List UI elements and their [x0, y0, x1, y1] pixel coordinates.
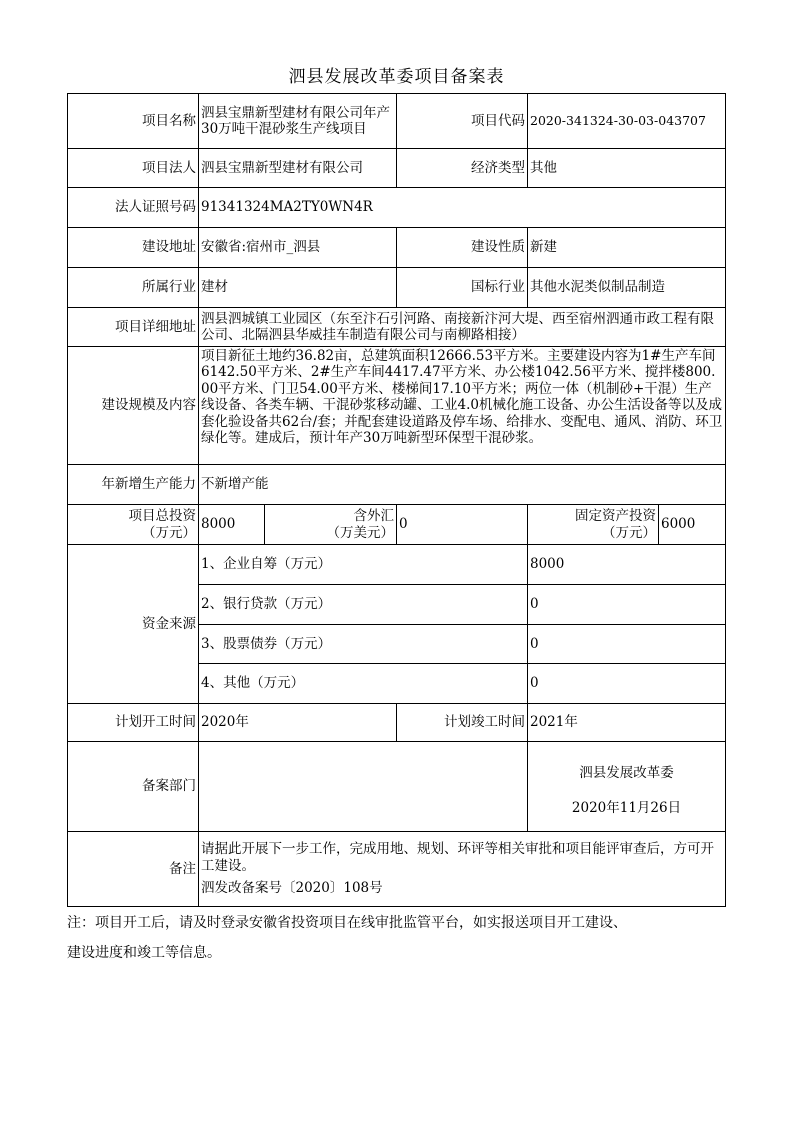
license-label: 法人证照号码 [68, 188, 199, 228]
project-name-label: 项目名称 [68, 94, 199, 149]
project-name-value: 泗县宝鼎新型建材有限公司年产30万吨干混砂浆生产线项目 [199, 94, 397, 149]
funding-item-value: 8000 [528, 545, 726, 585]
capacity-value: 不新增产能 [199, 465, 726, 505]
row-industry [68, 268, 726, 308]
row-project-name [68, 94, 726, 149]
funding-item-value: 0 [528, 625, 726, 664]
forex-label-line1: 含外汇 [353, 508, 394, 525]
row-scale [68, 347, 726, 465]
footer-note-line1: 注：项目开工后，请及时登录安徽省投资项目在线审批监管平台，如实报送项目开工建设、 [67, 915, 627, 931]
page-title: 泗县发展改革委项目备案表 [288, 67, 505, 87]
fixed-investment-label [528, 505, 659, 545]
fixed-investment-label-line1: 固定资产投资 [575, 508, 656, 525]
fixed-investment-label-line2: （万元） [602, 524, 656, 541]
detail-address-value: 泗县泗城镇工业园区（东至汴石引河路、南接新汴河大堤、西至宿州泗通市政工程有限公司、北隔泗县华威挂车制造有限公司与南柳路相接） [199, 308, 726, 347]
remark-text: 请据此开展下一步工作，完成用地、规划、环评等相关审批和项目能评审查后，方可开工建设。 [201, 841, 714, 874]
funding-item-label: 3、股票债券（万元） [199, 625, 528, 664]
total-investment-label-line1: 项目总投资 [128, 508, 196, 525]
funding-item-label: 4、其他（万元） [199, 664, 528, 704]
fixed-investment-value: 6000 [659, 505, 726, 545]
detail-address-label: 项目详细地址 [68, 308, 199, 347]
funding-label: 资金来源 [68, 545, 199, 704]
end-time-label: 计划竣工时间 [397, 704, 528, 742]
row-funding-1 [68, 545, 726, 585]
forex-label-line2: （万美元） [326, 524, 394, 541]
site-value: 安徽省:宿州市_泗县 [199, 228, 397, 268]
funding-item-label: 1、企业自筹（万元） [199, 545, 528, 585]
row-legal-person [68, 149, 726, 188]
footer-note-line2: 建设进度和竣工等信息。 [67, 945, 221, 962]
start-time-value: 2020年 [199, 704, 397, 742]
department-sign-block [528, 742, 726, 832]
funding-item-label: 2、银行贷款（万元） [199, 585, 528, 625]
funding-item-value: 0 [528, 585, 726, 625]
footer-note [67, 908, 737, 968]
department-label: 备案部门 [68, 742, 199, 832]
row-department [68, 742, 726, 832]
row-remark [68, 832, 726, 907]
department-blank [199, 742, 528, 832]
remark-filing-number: 泗发改备案号〔2020〕108号 [201, 880, 383, 897]
total-investment-label [68, 505, 199, 545]
row-schedule [68, 704, 726, 742]
natl-industry-label: 国标行业 [397, 268, 528, 308]
site-label: 建设地址 [68, 228, 199, 268]
row-detail-address [68, 308, 726, 347]
department-name: 泗县发展改革委 [579, 765, 674, 781]
filing-form-table [67, 93, 726, 907]
capacity-label: 年新增生产能力 [68, 465, 199, 505]
industry-value: 建材 [199, 268, 397, 308]
econ-type-value: 其他 [528, 149, 726, 188]
row-investment [68, 505, 726, 545]
remark-value [199, 832, 726, 907]
total-investment-value: 8000 [199, 505, 265, 545]
nature-value: 新建 [528, 228, 726, 268]
start-time-label: 计划开工时间 [68, 704, 199, 742]
forex-label [265, 505, 397, 545]
end-time-value: 2021年 [528, 704, 726, 742]
nature-label: 建设性质 [397, 228, 528, 268]
department-date: 2020年11月26日 [571, 800, 682, 817]
remark-label: 备注 [68, 832, 199, 907]
legal-person-label: 项目法人 [68, 149, 199, 188]
project-code-label: 项目代码 [397, 94, 528, 149]
natl-industry-value: 其他水泥类似制品制造 [528, 268, 726, 308]
econ-type-label: 经济类型 [397, 149, 528, 188]
project-code-value: 2020-341324-30-03-043707 [528, 94, 726, 149]
row-capacity [68, 465, 726, 505]
row-license [68, 188, 726, 228]
legal-person-value: 泗县宝鼎新型建材有限公司 [199, 149, 397, 188]
scale-label: 建设规模及内容 [68, 347, 199, 465]
industry-label: 所属行业 [68, 268, 199, 308]
total-investment-label-line2: （万元） [142, 524, 196, 541]
row-site [68, 228, 726, 268]
funding-item-value: 0 [528, 664, 726, 704]
license-value: 91341324MA2TY0WN4R [199, 188, 726, 228]
scale-value: 项目新征土地约36.82亩，总建筑面积12666.53平方米。主要建设内容为1#生产车间6142.50平方米、2#生产车间4417.47平方米、办公楼1042.56平方米、搅拌楼800.00平方米、门卫54.00平方米、楼梯间17.10平方米；两位一体（机制砂+干混）生产线设备、各类车辆、干混砂浆移动罐、工业4.0机械化施工设备、办公生活设备等以及成套化验设备共62台/套；并配套建设道路及停车场、给排水、变配电、通风、消防、环卫绿化等。建成后，预计年产30万吨新型环保型干混砂浆。 [199, 347, 726, 465]
forex-value: 0 [397, 505, 528, 545]
